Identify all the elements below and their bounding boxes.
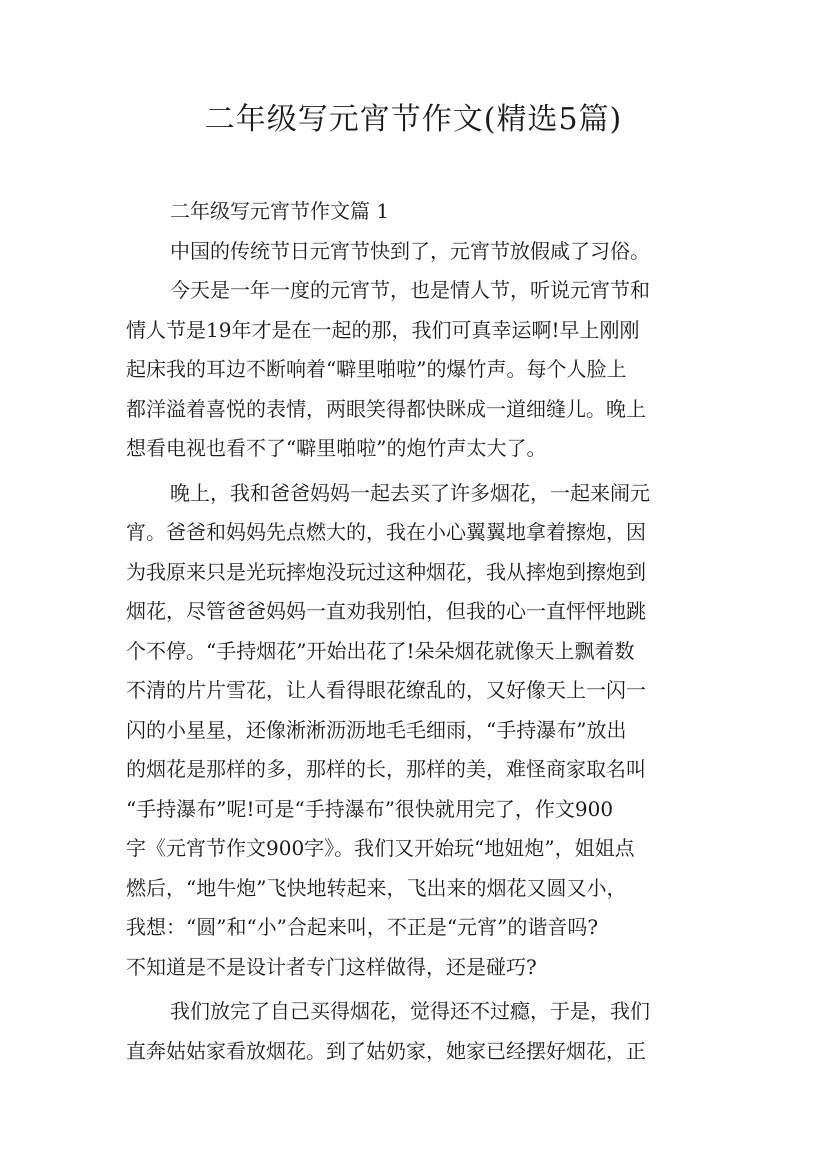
paragraph-line: 闪的小星星，还像淅淅沥沥地毛毛细雨，“手持瀑布”放出	[126, 717, 627, 742]
paragraph-line: 不清的片片雪花，让人看得眼花缭乱的，又好像天上一闪一	[126, 678, 646, 702]
paragraph-line: 今天是一年一度的元宵节，也是情人节，听说元宵节和	[170, 278, 650, 302]
document-title: 二年级写元宵节作文(精选5篇)	[204, 102, 623, 137]
paragraph-line: 想看电视也看不了“噼里啪啦”的炮竹声太大了。	[126, 436, 547, 460]
paragraph-line: 中国的传统节日元宵节快到了，元宵节放假咸了习俗。	[170, 238, 650, 263]
paragraph-line: 为我原来只是光玩摔炮没玩过这种烟花，我从摔炮到擦炮到	[126, 559, 646, 584]
paragraph-line: 不知道是不是设计者专门这样做得，还是碰巧?	[126, 954, 537, 979]
paragraph-line: 宵。爸爸和妈妈先点燃大的，我在小心翼翼地拿着擦炮，因	[126, 520, 646, 544]
paragraph-line: 字《元宵节作文900字》。我们又开始玩“地妞炮”，姐姐点	[126, 836, 635, 860]
section-heading: 二年级写元宵节作文篇 1	[170, 199, 390, 223]
paragraph-line: 的烟花是那样的多，那样的长，那样的美，难怪商家取名叫	[126, 757, 646, 781]
paragraph-line: 都洋溢着喜悦的表情，两眼笑得都快眯成一道细缝儿。晚上	[126, 396, 646, 421]
paragraph-line: 起床我的耳边不断响着“噼里啪啦”的爆竹声。每个人脸上	[126, 357, 627, 381]
paragraph-line: 我们放完了自己买得烟花，觉得还不过瘾，于是，我们	[170, 999, 650, 1023]
paragraph-line: 个不停。“手持烟花”开始出花了!朵朵烟花就像天上飘着数	[126, 638, 635, 663]
paragraph-line: 我想：“圆”和“小”合起来叫，不正是“元宵”的谐音吗?	[126, 915, 599, 939]
document-body	[126, 192, 706, 1071]
paragraph-line: 烟花，尽管爸爸妈妈一直劝我别怕，但我的心一直怦怦地跳	[126, 599, 646, 623]
paragraph-line: 晚上，我和爸爸妈妈一起去买了许多烟花，一起来闹元	[170, 480, 650, 505]
paragraph-line: 情人节是19年才是在一起的那，我们可真幸运啊!早上刚刚	[126, 317, 640, 342]
paragraph-line: 燃后，“地牛炮”飞快地转起来，飞出来的烟花又圆又小，	[126, 875, 627, 900]
paragraph-line: 直奔姑姑家看放烟花。到了姑奶家，她家已经摆好烟花，正	[126, 1038, 646, 1063]
paragraph-line: “手持瀑布”呢!可是“手持瀑布”很快就用完了，作文900	[126, 796, 614, 821]
